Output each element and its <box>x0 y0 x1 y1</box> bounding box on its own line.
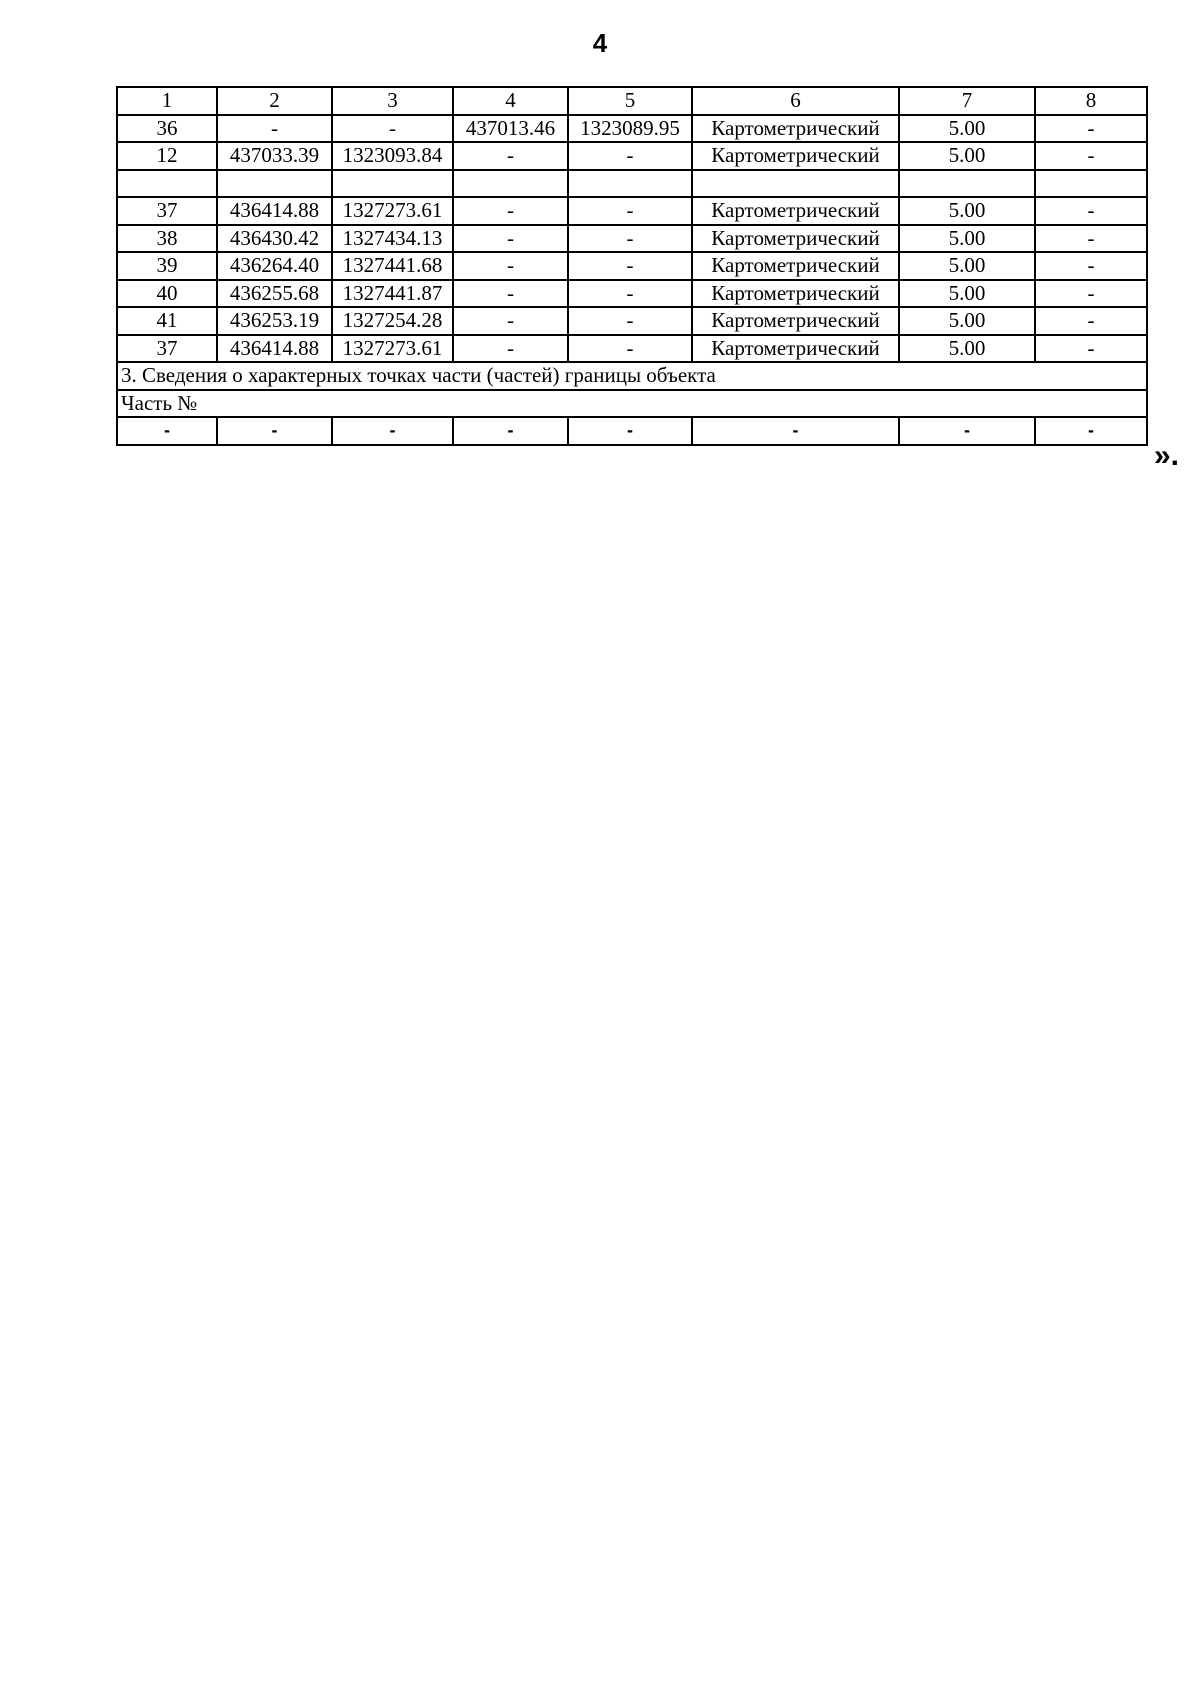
part-label-row-text: Часть № <box>117 390 1147 418</box>
table-cell: - <box>568 252 692 280</box>
table-cell <box>1035 170 1147 198</box>
section-title-row-text: 3. Сведения о характерных точках части (частей) границы объекта <box>117 362 1147 390</box>
table-cell: 37 <box>117 197 217 225</box>
table-cell: 3 <box>332 87 453 115</box>
table-cell: - <box>453 335 568 363</box>
table-cell: - <box>1035 225 1147 253</box>
table-cell: 40 <box>117 280 217 308</box>
table-cell: - <box>332 417 453 445</box>
table-cell: 8 <box>1035 87 1147 115</box>
table-cell: 37 <box>117 335 217 363</box>
table-cell: - <box>1035 307 1147 335</box>
table-cell: 5.00 <box>899 197 1035 225</box>
table-cell: - <box>453 280 568 308</box>
table-cell: - <box>1035 252 1147 280</box>
coordinates-table <box>116 86 1148 446</box>
table-cell: - <box>453 307 568 335</box>
table-cell: 5.00 <box>899 225 1035 253</box>
table-cell: 1327273.61 <box>332 197 453 225</box>
table-cell: - <box>568 307 692 335</box>
table-cell: - <box>1035 142 1147 170</box>
table-cell: - <box>1035 197 1147 225</box>
table-cell: Картометрический <box>692 142 899 170</box>
table-row <box>117 252 1147 280</box>
table-cell: Картометрический <box>692 307 899 335</box>
table-cell: - <box>568 417 692 445</box>
table-row <box>117 197 1147 225</box>
header-row <box>117 87 1147 115</box>
table-cell: 1 <box>117 87 217 115</box>
table-cell <box>568 170 692 198</box>
table-cell: 36 <box>117 115 217 143</box>
table-cell: - <box>1035 115 1147 143</box>
part-label-row <box>117 390 1147 418</box>
table-cell: - <box>117 417 217 445</box>
dash-row <box>117 417 1147 445</box>
table-row <box>117 115 1147 143</box>
section-title-row <box>117 362 1147 390</box>
table-cell: - <box>568 280 692 308</box>
table-cell: 1327441.87 <box>332 280 453 308</box>
table-body <box>117 87 1147 445</box>
table-cell: 436414.88 <box>217 335 332 363</box>
page-number: 4 <box>592 28 608 58</box>
table-cell: 1327273.61 <box>332 335 453 363</box>
table-cell: Картометрический <box>692 252 899 280</box>
table-cell: 437033.39 <box>217 142 332 170</box>
table-cell: 1327441.68 <box>332 252 453 280</box>
table-row <box>117 225 1147 253</box>
table-cell: - <box>568 225 692 253</box>
table-cell: 1323089.95 <box>568 115 692 143</box>
table-cell: 1323093.84 <box>332 142 453 170</box>
table-cell: Картометрический <box>692 280 899 308</box>
table-cell: Картометрический <box>692 115 899 143</box>
table-cell: - <box>453 197 568 225</box>
table-row <box>117 280 1147 308</box>
table-cell: 436430.42 <box>217 225 332 253</box>
table-cell: 6 <box>692 87 899 115</box>
table-cell: - <box>217 417 332 445</box>
table-cell: 2 <box>217 87 332 115</box>
table-row <box>117 170 1147 198</box>
table-cell: 5 <box>568 87 692 115</box>
table-cell: - <box>1035 417 1147 445</box>
table-cell: - <box>453 225 568 253</box>
table-cell: Картометрический <box>692 335 899 363</box>
table-cell: 436255.68 <box>217 280 332 308</box>
table-cell: 437013.46 <box>453 115 568 143</box>
table-cell: 436253.19 <box>217 307 332 335</box>
table-cell: - <box>1035 335 1147 363</box>
table-cell: 4 <box>453 87 568 115</box>
table-cell: 38 <box>117 225 217 253</box>
table-cell <box>217 170 332 198</box>
table-cell: - <box>568 142 692 170</box>
table-cell: - <box>453 252 568 280</box>
table-cell <box>332 170 453 198</box>
table-cell: Картометрический <box>692 197 899 225</box>
table-cell: 436264.40 <box>217 252 332 280</box>
table-cell: - <box>217 115 332 143</box>
table-cell: - <box>568 335 692 363</box>
table-row <box>117 335 1147 363</box>
table-cell <box>453 170 568 198</box>
table-cell: 41 <box>117 307 217 335</box>
table-cell: - <box>1035 280 1147 308</box>
table-cell: 39 <box>117 252 217 280</box>
table-row <box>117 142 1147 170</box>
table-row <box>117 307 1147 335</box>
table-cell <box>692 170 899 198</box>
table-cell: 7 <box>899 87 1035 115</box>
table-cell: 5.00 <box>899 280 1035 308</box>
table-cell: - <box>568 197 692 225</box>
table-cell: 436414.88 <box>217 197 332 225</box>
table-cell: 5.00 <box>899 142 1035 170</box>
table-cell <box>117 170 217 198</box>
table-cell <box>899 170 1035 198</box>
table-cell: - <box>899 417 1035 445</box>
table-cell: - <box>332 115 453 143</box>
table-cell: 1327434.13 <box>332 225 453 253</box>
table-cell: - <box>453 142 568 170</box>
table-cell: 5.00 <box>899 252 1035 280</box>
table-cell: - <box>453 417 568 445</box>
table-cell: - <box>692 417 899 445</box>
table-cell: 1327254.28 <box>332 307 453 335</box>
table-cell: 12 <box>117 142 217 170</box>
table-cell: Картометрический <box>692 225 899 253</box>
table-cell: 5.00 <box>899 115 1035 143</box>
closing-quote: ». <box>1154 439 1180 472</box>
table-cell: 5.00 <box>899 335 1035 363</box>
table-cell: 5.00 <box>899 307 1035 335</box>
